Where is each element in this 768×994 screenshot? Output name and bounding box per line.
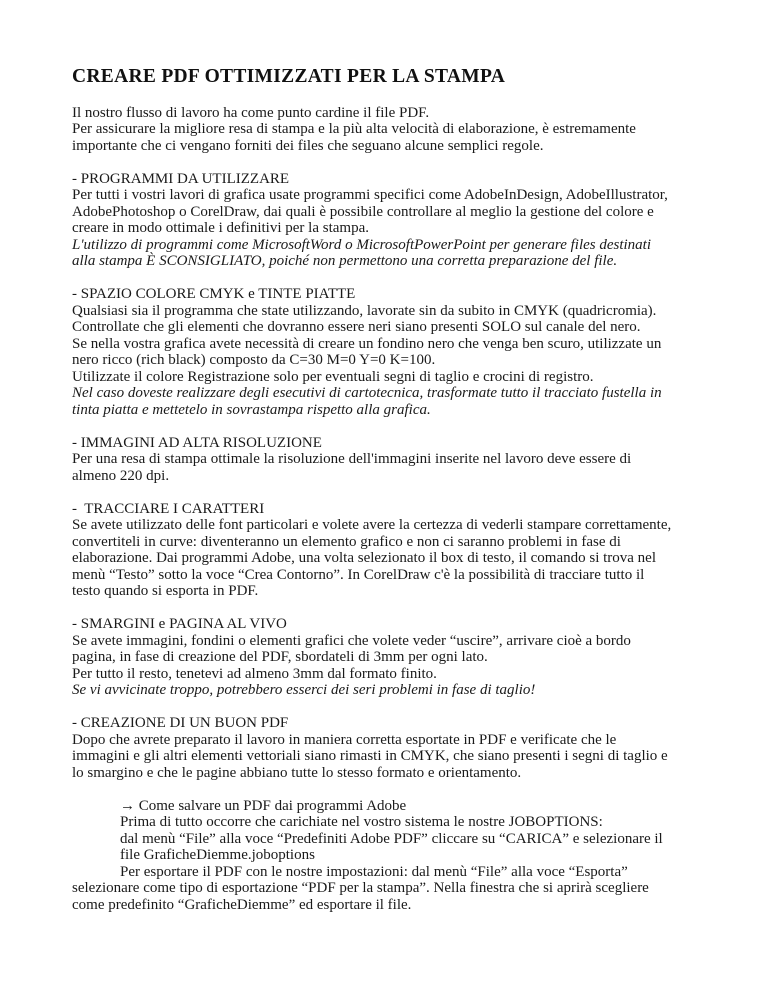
blank-line	[72, 418, 728, 435]
text-line: testo quando si esporta in PDF.	[72, 583, 259, 599]
text-line: file GraficheDiemme.joboptions	[120, 847, 315, 863]
text-line: selezionare come tipo di esportazione “PDF per la stampa”. Nella finestra che si aprirà scegliere	[72, 880, 649, 896]
text-line: Se nella vostra grafica avete necessità di creare un fondino nero che venga ben scuro, utilizzate un	[72, 335, 662, 352]
blank-line	[72, 154, 728, 171]
text-line: L'utilizzo di programmi come MicrosoftWord o MicrosoftPowerPoint per generare files destinati	[72, 236, 652, 253]
block-come-salvare-pdf	[72, 798, 728, 914]
blank-line	[72, 484, 728, 501]
text-line: alla stampa È SCONSIGLIATO, poiché non permettono una corretta preparazione del file.	[72, 253, 618, 269]
text-line: almeno 220 dpi.	[72, 467, 170, 484]
section-creazione-buon-pdf	[72, 715, 728, 781]
text-line: Il nostro flusso di lavoro ha come punto cardine il file PDF.	[72, 104, 430, 121]
text-line: AdobePhotoshop o CorelDraw, dai quali è possibile controllare al meglio la gestione del colore e	[72, 203, 654, 220]
blank-line	[72, 699, 728, 716]
section-programmi-da-utilizzare	[72, 171, 728, 270]
text-line: Controllate che gli elementi che dovranno essere neri siano presenti SOLO sul canale del nero.	[72, 319, 641, 335]
section-heading: - PROGRAMMI DA UTILIZZARE	[72, 170, 290, 187]
text-line: Se avete utilizzato delle font particolari e volete avere la certezza di vederli stampare correttamente,	[72, 517, 672, 533]
text-line: Prima di tutto occorre che carichiate nel vostro sistema le nostre JOBOPTIONS:	[120, 814, 603, 830]
section-spazio-colore-cmyk	[72, 286, 728, 418]
text-line: come predefinito “GraficheDiemme” ed esportare il file.	[72, 896, 412, 913]
text-line: Utilizzate il colore Registrazione solo per eventuali segni di taglio e crocini di registro.	[72, 368, 594, 385]
page-title: CREARE PDF OTTIMIZZATI PER LA STAMPA	[72, 66, 506, 87]
text-line: Per una resa di stampa ottimale la risoluzione dell'immagini inserite nel lavoro deve essere di	[72, 451, 632, 467]
text-line: → Come salvare un PDF dai programmi Adobe	[120, 797, 407, 814]
text-line: pagina, in fase di creazione del PDF, sbordateli di 3mm per ogni lato.	[72, 649, 488, 665]
section-heading: - SPAZIO COLORE CMYK e TINTE PIATTE	[72, 286, 356, 302]
text-line: creare in modo ottimale i definitivi per la stampa.	[72, 220, 369, 236]
document-body	[72, 105, 728, 914]
blank-line	[72, 88, 728, 105]
text-line: Qualsiasi sia il programma che state utilizzando, lavorate sin da subito in CMYK (quadricromia).	[72, 302, 657, 319]
blank-line	[72, 600, 728, 617]
section-heading: - TRACCIARE I CARATTERI	[72, 500, 265, 517]
text-line: immagini e gli altri elementi vettoriali siano rimasti in CMYK, che siano presenti i segni di taglio e	[72, 748, 668, 764]
text-line: dal menù “File” alla voce “Predefiniti Adobe PDF” cliccare su “CARICA” e selezionare il	[120, 830, 663, 847]
text-line: menù “Testo” sotto la voce “Crea Contorno”. In CorelDraw c'è la possibilità di tracciare tutto il	[72, 566, 645, 583]
text-line: Per assicurare la migliore resa di stampa e la più alta velocità di elaborazione, è estremamente	[72, 121, 636, 137]
text-line: Nel caso doveste realizzare degli esecutivi di cartotecnica, trasformate tutto il tracciato fustella in	[72, 385, 662, 401]
blank-line	[72, 781, 728, 798]
text-line: Per tutto il resto, tenetevi ad almeno 3mm dal formato finito.	[72, 665, 437, 682]
text-line: elaborazione. Dai programmi Adobe, una volta selezionato il box di testo, il comando si trova nel	[72, 550, 657, 566]
intro-paragraph	[72, 105, 728, 155]
section-heading: - SMARGINI e PAGINA AL VIVO	[72, 616, 287, 632]
section-heading: - CREAZIONE DI UN BUON PDF	[72, 715, 289, 731]
text-line: Se vi avvicinate troppo, potrebbero esserci dei seri problemi in fase di taglio!	[72, 682, 536, 698]
text-line: tinta piatta e mettetelo in sovrastampa rispetto alla grafica.	[72, 401, 431, 418]
text-line: lo smargino e che le pagine abbiano tutte lo stesso formato e orientamento.	[72, 764, 522, 781]
text-line: convertiteli in curve: diventeranno un elemento grafico e non ci saranno problemi in fase di	[72, 533, 621, 550]
text-line: Per tutti i vostri lavori di grafica usate programmi specifici come AdobeInDesign, AdobeIllustrator,	[72, 187, 668, 203]
blank-line	[72, 270, 728, 287]
text-line: importante che ci vengano forniti dei files che seguano alcune semplici regole.	[72, 137, 544, 154]
text-line: Se avete immagini, fondini o elementi grafici che volete veder “uscire”, arrivare cioè a bordo	[72, 632, 631, 649]
text-line: Per esportare il PDF con le nostre impostazioni: dal menù “File” alla voce “Esporta”	[120, 863, 628, 880]
section-heading: - IMMAGINI AD ALTA RISOLUZIONE	[72, 434, 322, 451]
section-smargini-pagina-al-vivo	[72, 616, 728, 699]
section-tracciare-caratteri	[72, 501, 728, 600]
section-immagini-alta-risoluzione	[72, 435, 728, 485]
text-line: nero ricco (rich black) composto da C=30 M=0 Y=0 K=100.	[72, 352, 436, 368]
text-line: Dopo che avrete preparato il lavoro in maniera corretta esportate in PDF e verificate che le	[72, 731, 617, 748]
